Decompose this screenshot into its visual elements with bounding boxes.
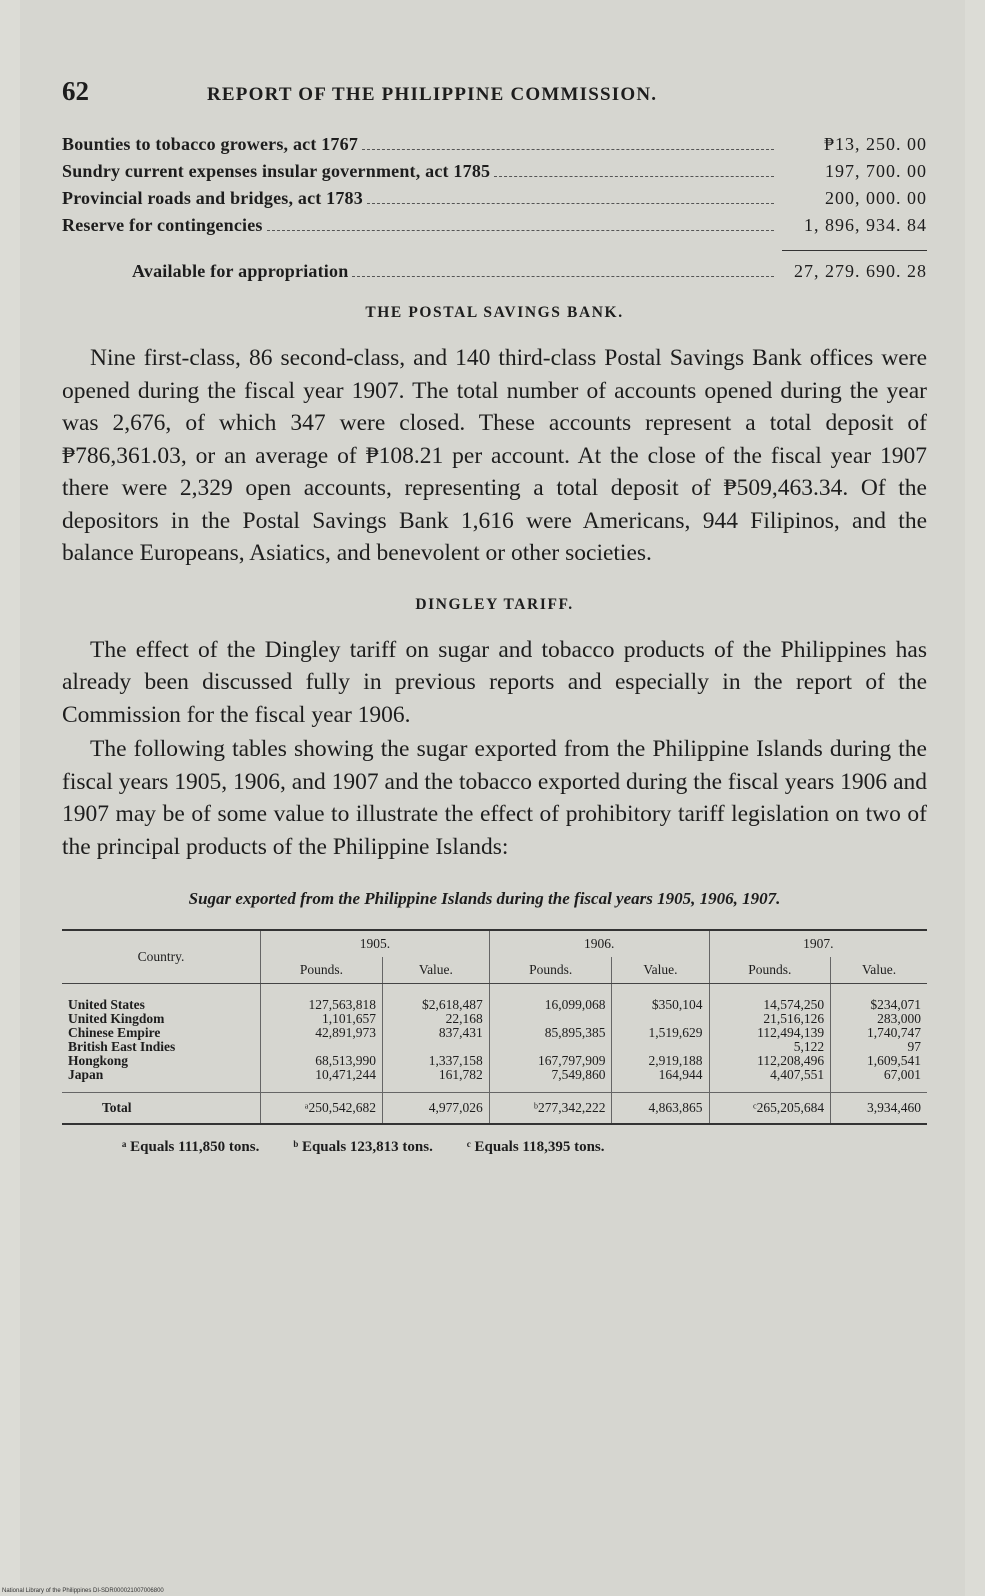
cell-1906-pounds: 16,099,068 [489, 984, 612, 1013]
running-header [62, 76, 927, 112]
value-header: Value. [831, 957, 927, 984]
cell-1905-value: 1,337,158 [382, 1054, 489, 1068]
total-1907-value: 3,934,460 [831, 1093, 927, 1125]
cell-1907-pounds: 5,122 [709, 1040, 831, 1054]
country-cell: Hongkong [68, 1053, 129, 1068]
total-1905-pounds: ᵃ250,542,682 [261, 1093, 383, 1125]
page-content [62, 76, 927, 1156]
total-1906-pounds: ᵇ277,342,222 [489, 1093, 612, 1125]
cell-1905-value: $2,618,487 [382, 984, 489, 1013]
document-page [20, 0, 965, 1596]
footnote-a: ᵃ Equals 111,850 tons. [122, 1139, 260, 1155]
available-amount: 27, 279. 690. 28 [794, 261, 927, 281]
country-cell: United Kingdom [68, 1011, 165, 1026]
cell-1905-value: 837,431 [382, 1026, 489, 1040]
cell-1907-value: 283,000 [831, 1012, 927, 1026]
pounds-header: Pounds. [709, 957, 831, 984]
cell-1906-value: 164,944 [612, 1068, 709, 1093]
cell-1906-value: $350,104 [612, 984, 709, 1013]
cell-1906-pounds: 85,895,385 [489, 1026, 612, 1040]
leader-dots [362, 149, 774, 150]
country-header: Country. [62, 930, 261, 984]
cell-1905-pounds: 42,891,973 [261, 1026, 383, 1040]
leader-dots [267, 230, 774, 231]
cell-1906-pounds: 7,549,860 [489, 1068, 612, 1093]
cell-1907-pounds: 112,208,496 [709, 1054, 831, 1068]
cell-1907-value: 1,740,747 [831, 1026, 927, 1040]
country-cell: British East Indies [68, 1039, 176, 1054]
page-number: 62 [62, 76, 89, 106]
pounds-header: Pounds. [261, 957, 383, 984]
sugar-export-table [62, 929, 927, 1125]
available-label: Available for appropriation [132, 261, 349, 281]
table-caption: Sugar exported from the Philippine Islands during the fiscal years 1905, 1906, 1907. [188, 889, 781, 908]
total-label: Total [62, 1093, 261, 1125]
leader-dots [494, 176, 774, 177]
total-1906-value: 4,863,865 [612, 1093, 709, 1125]
cell-1906-pounds [489, 1040, 612, 1054]
table-row [62, 1054, 927, 1068]
cell-1907-pounds: 4,407,551 [709, 1068, 831, 1093]
ledger-amount: ₱13, 250. 00 [823, 134, 927, 154]
cell-1906-value: 2,919,188 [612, 1054, 709, 1068]
cell-1906-value [612, 1012, 709, 1026]
cell-1905-value: 161,782 [382, 1068, 489, 1093]
year-header-1907: 1907. [709, 930, 927, 957]
table-row [62, 1026, 927, 1040]
country-cell: Chinese Empire [68, 1025, 161, 1040]
available-row [62, 261, 927, 288]
country-cell: United States [68, 997, 145, 1012]
dingley-paragraph-2: The following tables showing the sugar exported from the Philippine Islands during the fiscal years 1905, 1906, and 1907 and the tobacco exported during the fiscal years 1906 and 1907 may be of some value to illustrate the effect of prohibitory tariff legislation on two of the principal products of the Philippine Islands: [62, 736, 927, 860]
total-1905-value: 4,977,026 [382, 1093, 489, 1125]
cell-1907-value: 1,609,541 [831, 1054, 927, 1068]
value-header: Value. [612, 957, 709, 984]
value-header: Value. [382, 957, 489, 984]
cell-1906-value: 1,519,629 [612, 1026, 709, 1040]
footnote-b: ᵇ Equals 123,813 tons. [293, 1139, 433, 1155]
cell-1905-value [382, 1040, 489, 1054]
cell-1906-pounds [489, 1012, 612, 1026]
table-row [62, 1068, 927, 1093]
total-row [62, 1093, 927, 1125]
cell-1905-pounds: 68,513,990 [261, 1054, 383, 1068]
leader-dots [352, 276, 774, 277]
table-row [62, 1040, 927, 1054]
ledger-label: Reserve for contingencies [62, 215, 263, 235]
table-row [62, 1012, 927, 1026]
year-header-1905: 1905. [261, 930, 490, 957]
ledger-row [62, 134, 927, 161]
cell-1905-pounds: 1,101,657 [261, 1012, 383, 1026]
running-title: REPORT OF THE PHILIPPINE COMMISSION. [207, 84, 658, 105]
ledger-amount: 197, 700. 00 [825, 161, 927, 181]
ledger-label: Bounties to tobacco growers, act 1767 [62, 134, 359, 154]
footnote-c: ᶜ Equals 118,395 tons. [466, 1139, 605, 1155]
table-footnotes [62, 1139, 927, 1156]
cell-1907-pounds: 14,574,250 [709, 984, 831, 1013]
postal-savings-heading: THE POSTAL SAVINGS BANK. [365, 304, 624, 321]
ledger-amount: 1, 896, 934. 84 [804, 215, 927, 235]
scan-footer-id: National Library of the Philippines DI-SDR000021007006800 [2, 1588, 164, 1594]
postal-savings-paragraph: Nine first-class, 86 second-class, and 140 third-class Postal Savings Bank offices were opened during the fiscal year 1907. The total number of accounts opened during the year was 2,676, of which 347 were closed. These accounts represent a total deposit of ₱786,361.03, or an average of ₱108.21 per account. At the close of the fiscal year 1907 there were 2,329 open accounts, representing a total deposit of ₱509,463.34. Of the depositors in the Postal Savings Bank 1,616 were Americans, 944 Filipinos, and the balance Europeans, Asiatics, and benevolent or other societies. [62, 345, 927, 566]
country-cell: Japan [68, 1067, 104, 1082]
cell-1906-value [612, 1040, 709, 1054]
cell-1905-value: 22,168 [382, 1012, 489, 1026]
cell-1907-value: 67,001 [831, 1068, 927, 1093]
ledger-label: Provincial roads and bridges, act 1783 [62, 188, 363, 208]
cell-1907-value: 97 [831, 1040, 927, 1054]
cell-1905-pounds: 10,471,244 [261, 1068, 383, 1093]
appropriation-ledger [62, 134, 927, 288]
table-row [62, 984, 927, 1013]
cell-1905-pounds: 127,563,818 [261, 984, 383, 1013]
cell-1906-pounds: 167,797,909 [489, 1054, 612, 1068]
ledger-amount: 200, 000. 00 [825, 188, 927, 208]
sum-rule [782, 250, 927, 251]
ledger-row [62, 215, 927, 242]
cell-1907-value: $234,071 [831, 984, 927, 1013]
pounds-header: Pounds. [489, 957, 612, 984]
total-1907-pounds: ᶜ265,205,684 [709, 1093, 831, 1125]
cell-1907-pounds: 21,516,126 [709, 1012, 831, 1026]
year-header-1906: 1906. [489, 930, 709, 957]
ledger-label: Sundry current expenses insular government, act 1785 [62, 161, 491, 181]
dingley-tariff-heading: DINGLEY TARIFF. [415, 595, 574, 613]
ledger-row [62, 161, 927, 188]
dingley-paragraph-1: The effect of the Dingley tariff on sugar and tobacco products of the Philippines has already been discussed fully in previous reports and especially in the report of the Commission for the fiscal year 1906. [62, 636, 927, 728]
leader-dots [367, 203, 774, 204]
ledger-row [62, 188, 927, 215]
cell-1905-pounds [261, 1040, 383, 1054]
cell-1907-pounds: 112,494,139 [709, 1026, 831, 1040]
